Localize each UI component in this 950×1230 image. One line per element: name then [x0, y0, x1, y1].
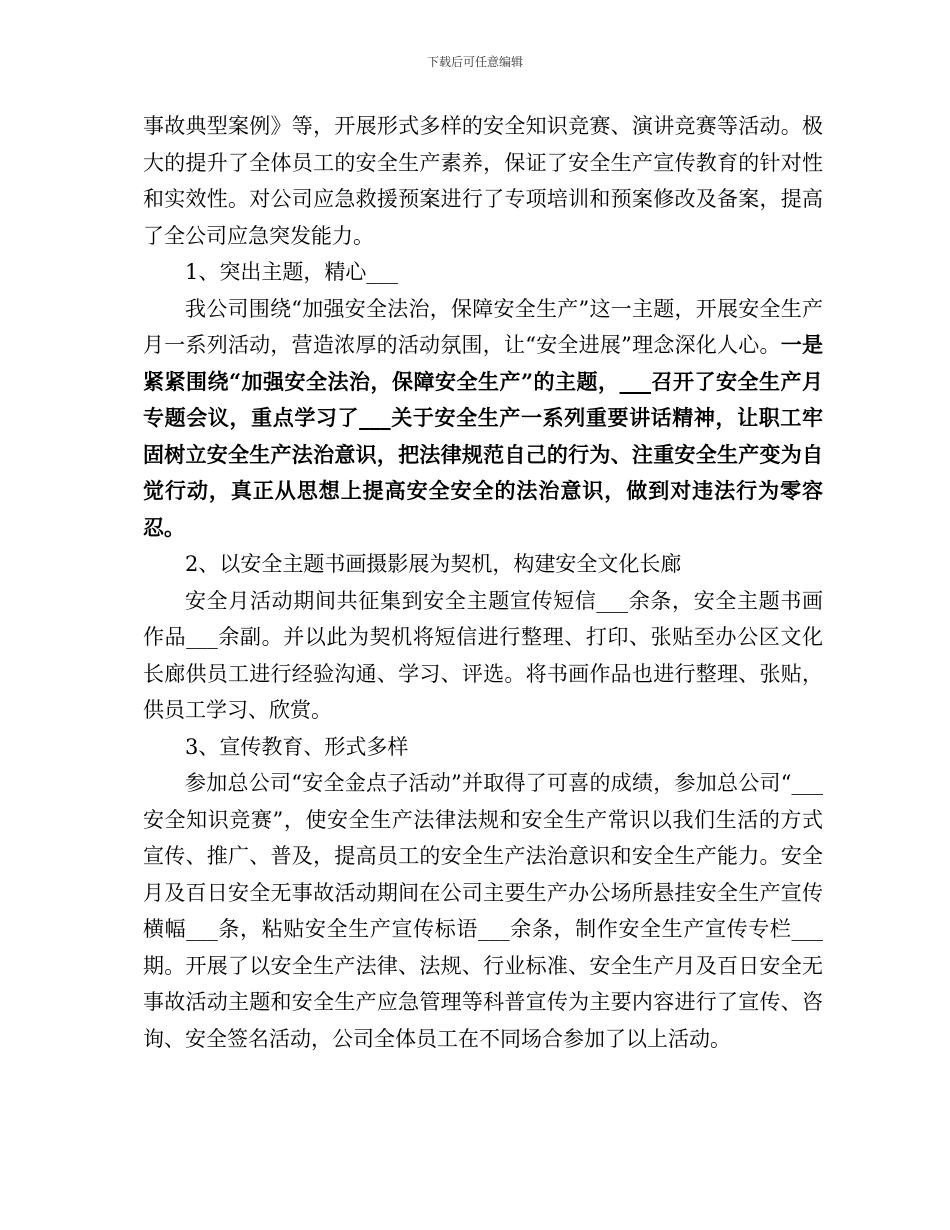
section-heading-1: 1、突出主题，精心___	[185, 260, 398, 284]
paragraph-section-2: 安全月活动期间共征集到安全主题宣传短信___余条，安全主题书画作品___余副。并以此为契机将短信进行整理、打印、张贴至办公区文化长廊供员工进行经验沟通、学习、评选。将书画作品也进行整理、张贴，供员工学习、欣赏。	[143, 588, 823, 722]
document-body	[143, 108, 823, 1057]
paragraph-section-3: 参加总公司“安全金点子活动”并取得了可喜的成绩，参加总公司“___安全知识竞赛”，使安全生产法律法规和安全生产常识以我们生活的方式宣传、推广、普及，提高员工的安全生产法治意识和安全生产能力。安全月及百日安全无事故活动期间在公司主要生产办公场所悬挂安全生产宣传横幅___条，粘贴安全生产宣传标语___余条，制作安全生产宣传专栏___期。开展了以安全生产法律、法规、行业标准、安全生产月及百日安全无事故活动主题和安全生产应急管理等科普宣传为主要内容进行了宣传、咨询、安全签名活动，公司全体员工在不同场合参加了以上活动。	[143, 771, 823, 1051]
paragraph-section-1-bold-text: 一是紧紧围绕“加强安全法治，保障安全生产”的主题，___召开了安全生产月专题会议，重点学习了___关于安全生产一系列重要讲话精神，让职工牢固树立安全生产法治意识，把法律规范自己的行为、注重安全生产变为自觉行动，真正从思想上提高安全安全的法治意识，做到对违法行为零容忍。	[143, 332, 823, 540]
section-heading-2: 2、以安全主题书画摄影展为契机，构建安全文化长廊	[185, 552, 682, 576]
page-header: 下载后可任意编辑	[426, 55, 523, 69]
paragraph-section-1-text: 我公司围绕“加强安全法治，保障安全生产”这一主题，开展安全生产月一系列活动，营造浓厚的活动氛围，让“安全进展”理念深化人心。	[143, 296, 823, 357]
paragraph-section-1	[143, 291, 823, 547]
paragraph-continuation: 事故典型案例》等，开展形式多样的安全知识竞赛、演讲竞赛等活动。极大的提升了全体员工的安全生产素养，保证了安全生产宣传教育的针对性和实效性。对公司应急救援预案进行了专项培训和预案修改及备案，提高了全公司应急突发能力。	[143, 114, 823, 248]
section-heading-3: 3、宣传教育、形式多样	[185, 734, 409, 759]
